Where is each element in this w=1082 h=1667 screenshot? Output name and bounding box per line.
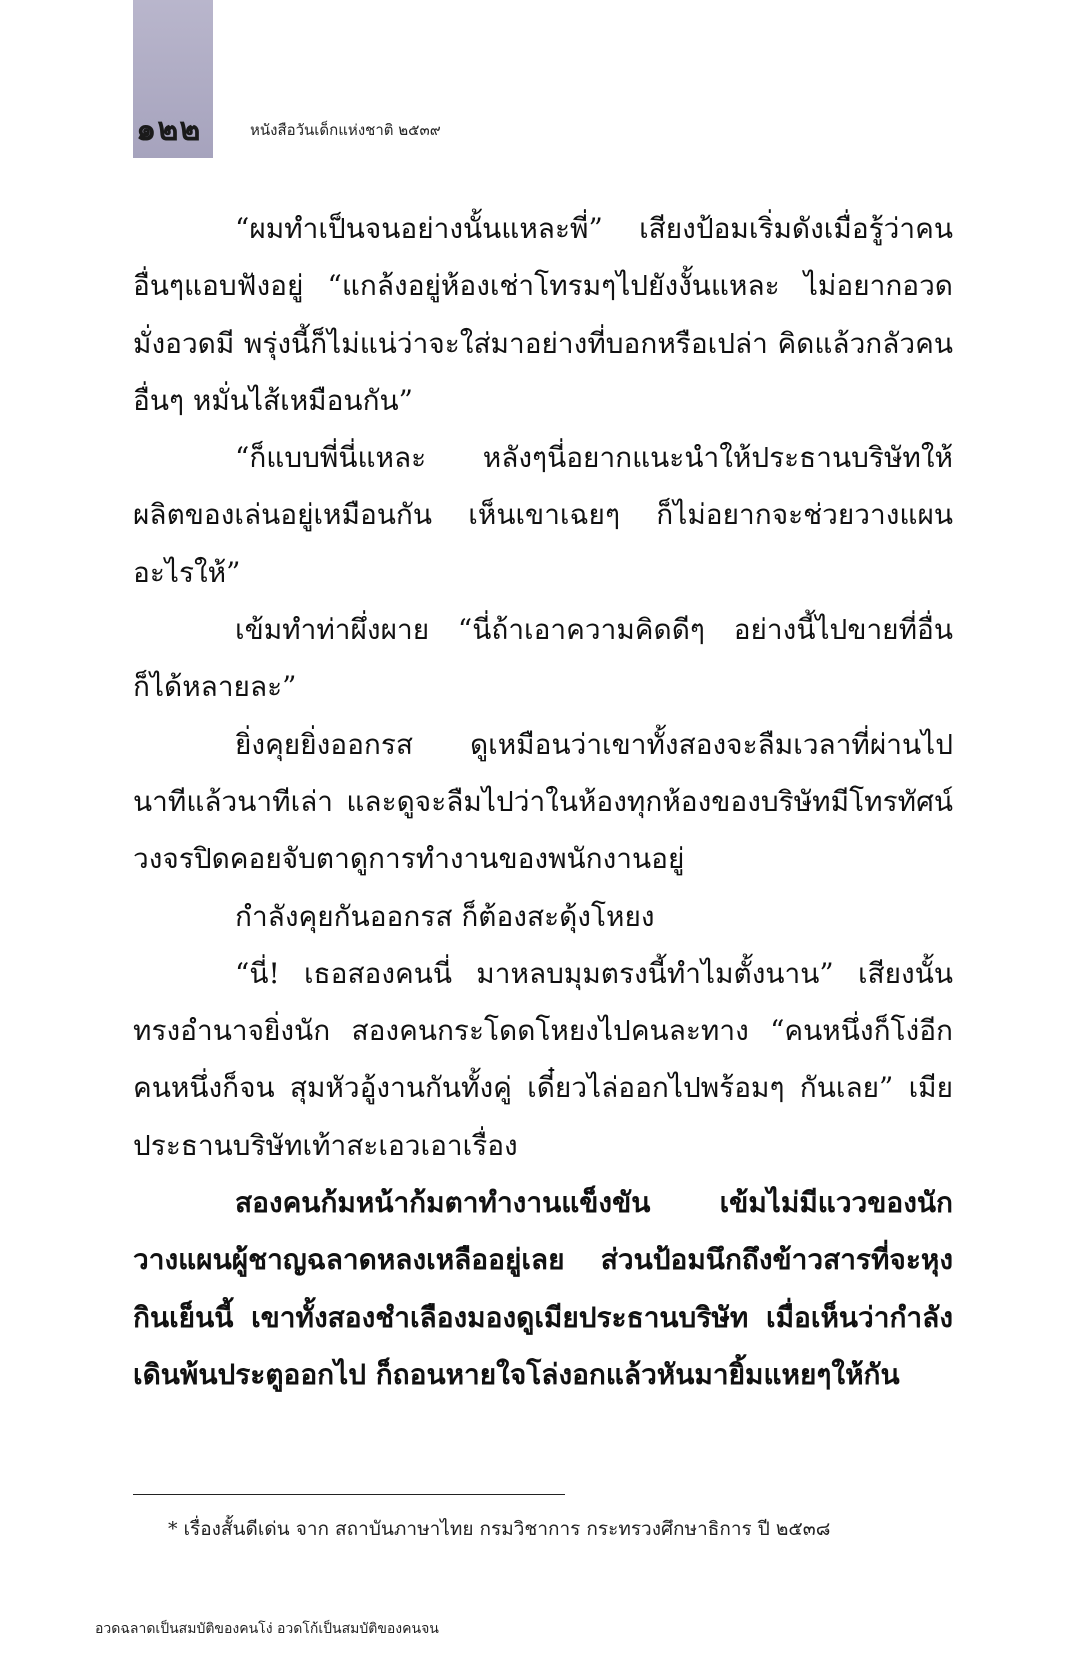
paragraph: “ผมทำเป็นจนอย่างนั้นแหละพี่” เสียงป้อมเริ่มดังเมื่อรู้ว่าคนอื่นๆแอบฟังอยู่ “แกล้งอยู่ห้องเช่าโทรมๆไปยังงั้นแหละ ไม่อยากอวดมั่งอวดมี พรุ่งนี้ก็ไม่แน่ว่าจะใส่มาอย่างที่บอกหรือเปล่า คิดแล้วกลัวคนอื่นๆ หมั่นไส้เหมือนกัน” xyxy=(133,212,953,417)
footnote-divider xyxy=(133,1494,565,1495)
paragraph: “ก็แบบพี่นี่แหละ หลังๆนี่อยากแนะนำให้ประธานบริษัทให้ผลิตของเล่นอยู่เหมือนกัน เห็นเขาเฉยๆ ก็ไม่อยากจะช่วยวางแผนอะไรให้” xyxy=(133,441,953,589)
footnote: * เรื่องสั้นดีเด่น จาก สถาบันภาษาไทย กรมวิชาการ กระทรวงศึกษาธิการ ปี ๒๕๓๘ xyxy=(168,1518,831,1540)
paragraph: เข้มทำท่าผึ่งผาย “นี่ถ้าเอาความคิดดีๆ อย่างนี้ไปขายที่อื่นก็ได้หลายละ” xyxy=(133,613,953,704)
running-header: หนังสือวันเด็กแห่งชาติ ๒๕๓๙ xyxy=(250,121,441,139)
paragraph: “นี่! เธอสองคนนี่ มาหลบมุมตรงนี้ทำไมตั้งนาน” เสียงนั้นทรงอำนาจยิ่งนัก สองคนกระโดดโหยงไปคนละทาง “คนหนึ่งก็โง่อีกคนหนึ่งก็จน สุมหัวอู้งานกันทั้งคู่ เดี๋ยวไล่ออกไปพร้อมๆ กันเลย” เมียประธานบริษัทเท้าสะเอวเอาเรื่อง xyxy=(133,956,953,1162)
paragraph-bold: สองคนก้มหน้าก้มตาทำงานแข็งขัน เข้มไม่มีแววของนักวางแผนผู้ชาญฉลาดหลงเหลืออยู่เลย ส่วนป้อมนึกถึงข้าวสารที่จะหุงกินเย็นนี้ เขาทั้งสองชำเลืองมองดูเมียประธานบริษัท เมื่อเห็นว่ากำลังเดินพ้นประตูออกไป ก็ถอนหายใจโล่งอกแล้วหันมายิ้มแหยๆให้กัน xyxy=(133,1186,953,1391)
body-text xyxy=(133,200,953,1403)
paragraph: ยิ่งคุยยิ่งออกรส ดูเหมือนว่าเขาทั้งสองจะลืมเวลาที่ผ่านไปนาทีแล้วนาทีเล่า และดูจะลืมไปว่าในห้องทุกห้องของบริษัทมีโทรทัศน์วงจรปิดคอยจับตาดูการทำงานของพนักงานอยู่ xyxy=(133,727,953,876)
paragraph: กำลังคุยกันออกรส ก็ต้องสะดุ้งโหยง xyxy=(235,899,655,933)
page-number: ๑๒๒ xyxy=(136,110,202,148)
page-footer: อวดฉลาดเป็นสมบัติของคนโง่ อวดโก้เป็นสมบัติของคนจน xyxy=(95,1621,439,1637)
